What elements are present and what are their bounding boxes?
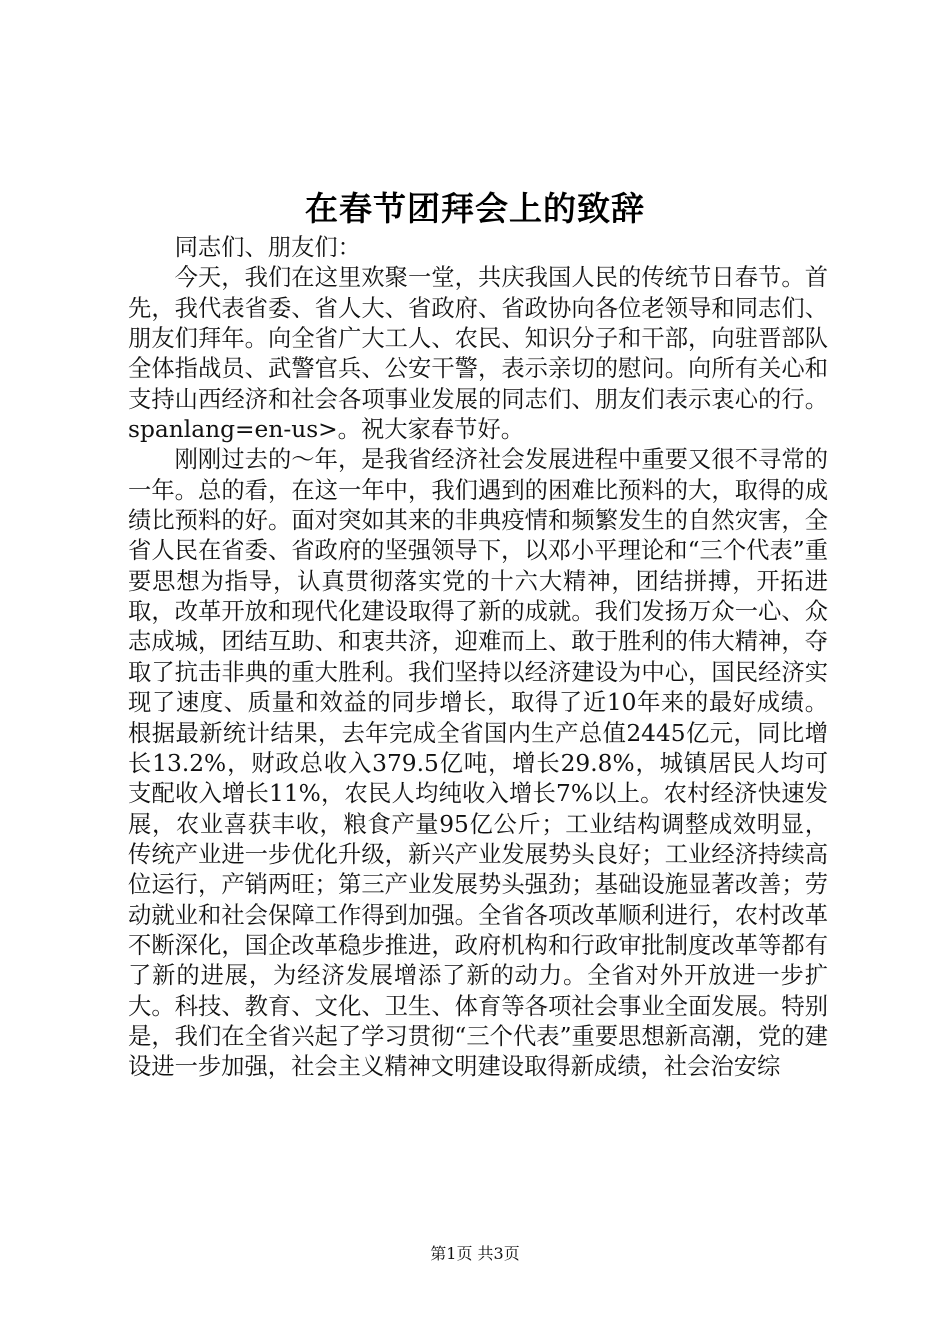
page-footer: 第1页 共3页 (430, 1244, 520, 1263)
salutation: 同志们、朋友们： (174, 234, 361, 261)
paragraph-2: 刚刚过去的～年，是我省经济社会发展进程中重要又很不寻常的一年。总的看，在这一年中，我们遇到的困难比预料的大，取得的成绩比预料的好。面对突如其来的非典疫情和频繁发生的自然灾害，全省人民在省委、省政府的坚强领导下，以邓小平理论和“三个代表”重要思想为指导，认真贯彻落实党的十六大精神，团结拼搏，开拓进取，改革开放和现代化建设取得了新的成就。我们发扬万众一心、众志成城，团结互助、和衷共济，迎难而上、敢于胜利的伟大精神，夺取了抗击非典的重大胜利。我们坚持以经济建设为中心，国民经济实现了速度、质量和效益的同步增长，取得了近10年来的最好成绩。根据最新统计结果，去年完成全省国内生产总值2445亿元，同比增长13.2%，财政总收入379.5亿吨，增长29.8%，城镇居民人均可支配收入增长11%，农民人均纯收入增长7%以上。农村经济快速发展，农业喜获丰收，粮食产量95亿公斤；工业结构调整成效明显，传统产业进一步优化升级，新兴产业发展势头良好；工业经济持续高位运行，产销两旺；第三产业发展势头强劲；基础设施显著改善；劳动就业和社会保障工作得到加强。全省各项改革顺利进行，农村改革不断深化，国企改革稳步推进，政府机构和行政审批制度改革等都有了新的进展，为经济发展增添了新的动力。全省对外开放进一步扩大。科技、教育、文化、卫生、体育等各项社会事业全面发展。特别是，我们在全省兴起了学习贯彻“三个代表”重要思想新高潮，党的建设进一步加强，社会主义精神文明建设取得新成绩，社会治安综 (128, 446, 828, 1081)
paragraph-1: 今天，我们在这里欢聚一堂，共庆我国人民的传统节日春节。首先，我代表省委、省人大、省政府、省政协向各位老领导和同志们、朋友们拜年。向全省广大工人、农民、知识分子和干部，向驻晋部队全体指战员、武警官兵、公安干警，表示亲切的慰问。向所有关心和支持山西经济和社会各项事业发展的同志们、朋友们表示衷心的行。spanlang=en-us>。祝大家春节好。 (128, 264, 828, 444)
document-body (128, 233, 828, 1083)
document-title: 在春节团拜会上的致辞 (305, 189, 645, 228)
